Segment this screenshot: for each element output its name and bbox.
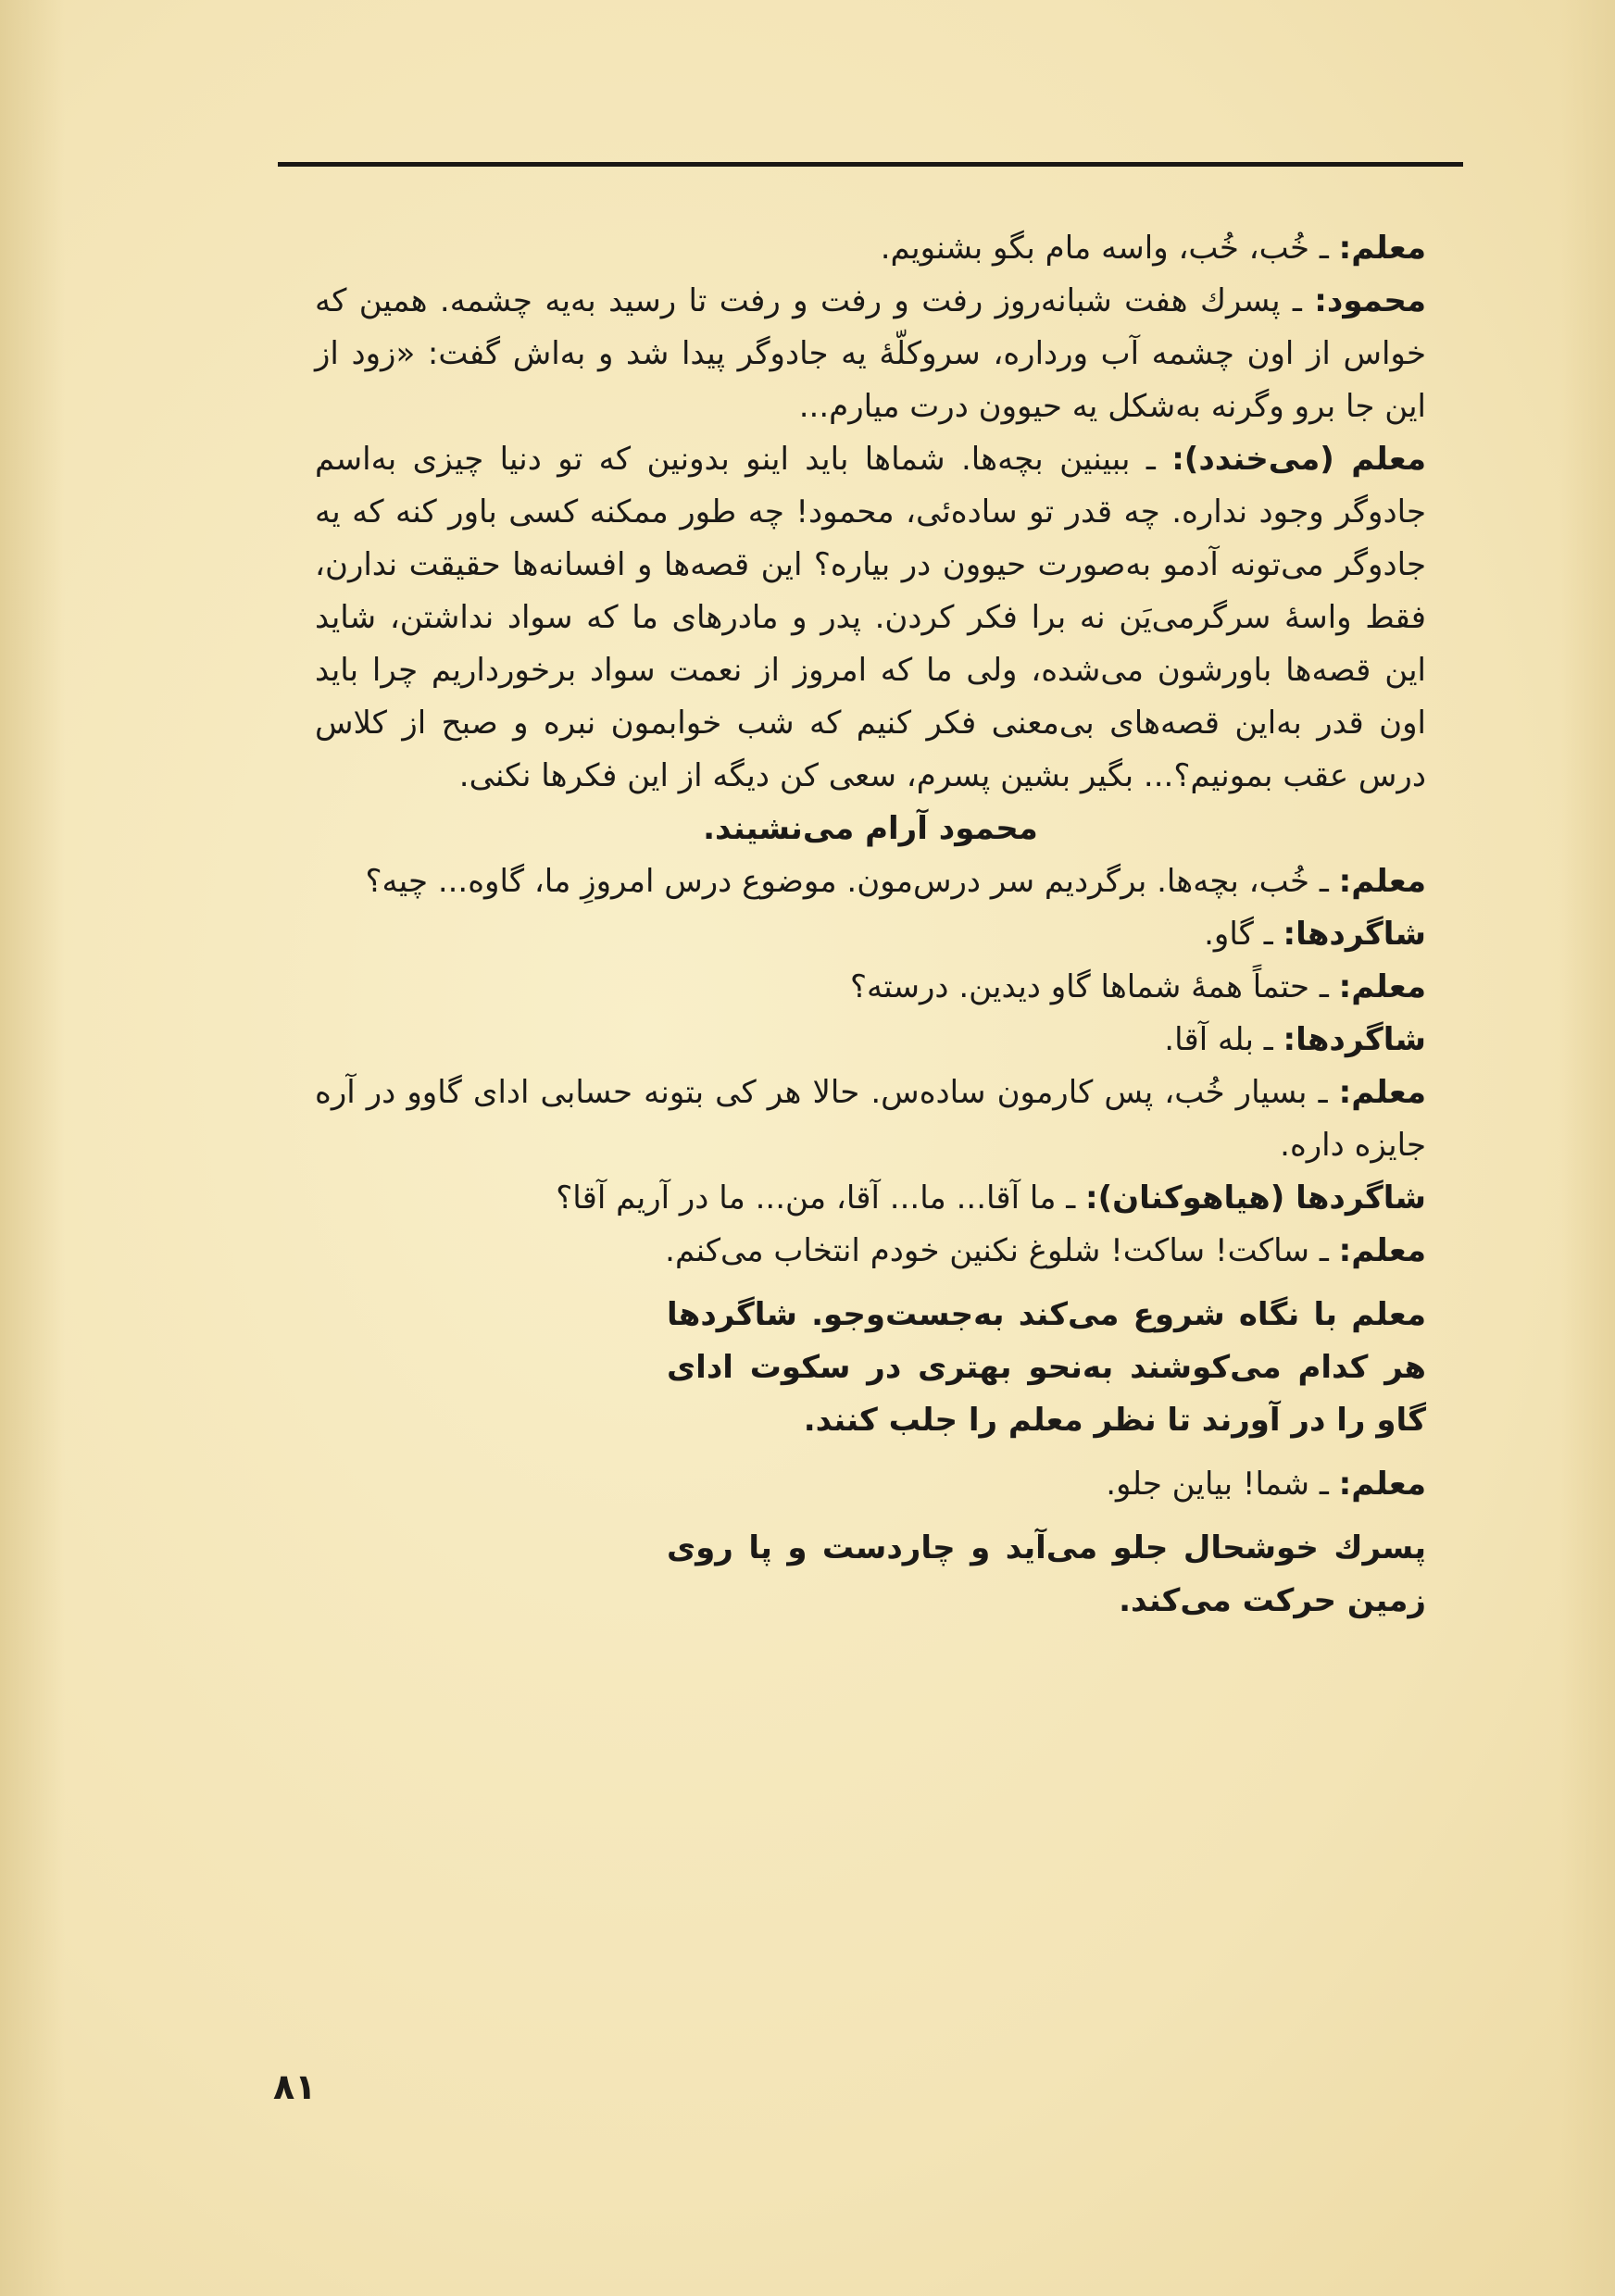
dialogue-text: ـ شما! بیاین جلو. <box>1106 1466 1339 1503</box>
speaker-name: محمود: <box>1314 282 1426 319</box>
dialogue-text: ـ خُب، بچه‌ها. برگردیم سر درس‌مون. موضوع درس امروزِ ما، گاوه... چیه؟ <box>365 863 1339 900</box>
dialogue-line <box>315 1225 1426 1278</box>
dialogue-line <box>315 855 1426 908</box>
page-number: ۸۱ <box>273 2066 317 2107</box>
speaker-name: شاگردها: <box>1283 1021 1426 1058</box>
stage-direction: معلم با نگاه شروع می‌کند به‌جست‌وجو. شاگردها هر کدام می‌کوشند به‌نحو بهتری در سکوت ادای گاو را در آورند تا نظر معلم را جلب کنند. <box>667 1296 1426 1439</box>
dialogue-text: ـ ساکت! ساکت! شلوغ نکنین خودم انتخاب می‌کنم. <box>665 1232 1339 1269</box>
dialogue-line <box>315 275 1426 433</box>
speaker-name: معلم: <box>1338 1232 1426 1269</box>
dialogue-line <box>315 1067 1426 1172</box>
dialogue-line <box>315 1458 1426 1511</box>
dialogue-text: ـ بسیار خُب، پس کارمون ساده‌س. حالا هر کی بتونه حسابی ادای گاوو در آره جایزه داره. <box>315 1074 1426 1164</box>
page-edge-shadow-left <box>0 0 65 2296</box>
play-text <box>315 222 1426 1628</box>
dialogue-text: ـ خُب، خُب، واسه مام بگو بشنویم. <box>880 230 1339 267</box>
dialogue-line <box>315 222 1426 275</box>
dialogue-line <box>315 1172 1426 1225</box>
header-rule <box>278 162 1463 167</box>
page-edge-shadow-right <box>1559 0 1615 2296</box>
dialogue-text: ـ حتماً همهٔ شماها گاو دیدین. درسته؟ <box>849 968 1339 1005</box>
stage-direction: پسرك خوشحال جلو می‌آید و چاردست و پا روی زمین حرکت می‌کند. <box>667 1529 1426 1619</box>
dialogue-line <box>315 961 1426 1014</box>
speaker-name: معلم: <box>1338 1466 1426 1503</box>
speaker-name: معلم: <box>1338 863 1426 900</box>
speaker-name: معلم: <box>1338 968 1426 1005</box>
speaker-name: شاگردها: <box>1283 916 1426 953</box>
dialogue-text: ـ بله آقا. <box>1164 1021 1283 1058</box>
stage-direction: محمود آرام می‌نشیند. <box>703 810 1038 847</box>
dialogue-text: ـ پسرك هفت شبانه‌روز رفت و رفت و رفت تا رسید به‌یه چشمه. همین که خواس از اون چشمه آب ورداره، سروکلّهٔ یه جادوگر پیدا شد و به‌اش گفت: «زود از این جا برو وگرنه به‌شکل یه حیوون درت میارم... <box>315 282 1426 425</box>
speaker-name: معلم (می‌خندد): <box>1171 441 1426 478</box>
speaker-name: معلم: <box>1338 1074 1426 1111</box>
speaker-name: شاگردها (هیاهوکنان): <box>1085 1179 1426 1217</box>
dialogue-text: ـ ببینین بچه‌ها. شماها باید اینو بدونین که تو دنیا چیزی به‌اسم جادوگر وجود نداره. چه قدر تو ساده‌ئی، محمود! چه طور ممکنه کسی باور کنه که یه جادوگر می‌تونه آدمو به‌صورت حیوون در بیاره؟ این قصه‌ها و افسانه‌ها حقیقت ندارن، فقط واسهٔ سرگرمی‌یَن نه برا فکر کردن. پدر و مادرهای ما که سواد نداشتن، شاید این قصه‌ها باورشون می‌شده، ولی ما که امروز از نعمت سواد برخورداریم چرا باید اون قدر به‌این قصه‌های بی‌معنی فکر کنیم که شب خوابمون نبره و صبح از کلاس درس عقب بمونیم؟... بگیر بشین پسرم، سعی کن دیگه از این فکرها نکنی. <box>315 441 1426 794</box>
dialogue-text: ـ ما آقا... ما... آقا، من... ما در آریم آقا؟ <box>556 1179 1086 1217</box>
speaker-name: معلم: <box>1338 230 1426 267</box>
dialogue-line <box>315 1014 1426 1067</box>
dialogue-text: ـ گاو. <box>1204 916 1283 953</box>
dialogue-line <box>315 433 1426 803</box>
dialogue-line <box>315 908 1426 961</box>
